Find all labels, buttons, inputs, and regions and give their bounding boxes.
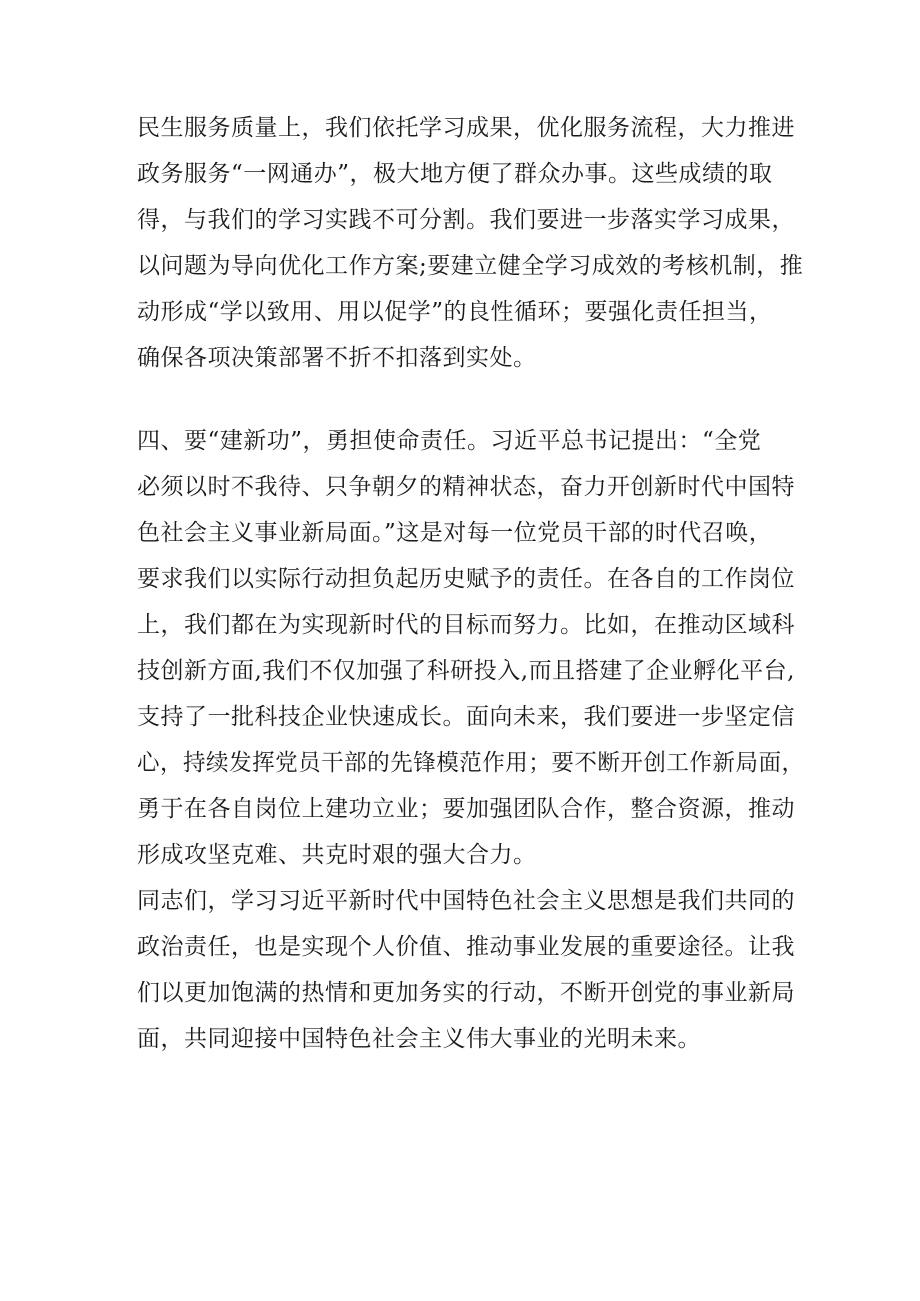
text-line: 必须以时不我待、只争朝夕的精神状态，奋力开创新时代中国特 [137,474,795,500]
text-line: 要求我们以实际行动担负起历史赋予的责任。在各自的工作岗位 [137,566,795,592]
text-line: 们以更加饱满的热情和更加务实的行动，不断开创党的事业新局 [137,980,795,1006]
text-line: 同志们，学习习近平新时代中国特色社会主义思想是我们共同的 [137,888,795,914]
text-line: 上，我们都在为实现新时代的目标而努力。比如，在推动区域科 [137,612,795,638]
text-line: 形成攻坚克难、共克时艰的强大合力。 [137,842,537,868]
text-line: 动形成“学以致用、用以促学”的良性循环；要强化责任担当， [137,299,773,325]
text-line: 得，与我们的学习实践不可分割。我们要进一步落实学习成果， [137,207,795,233]
text-line: 以问题为导向优化工作方案;要建立健全学习成效的考核机制，推 [137,253,804,279]
text-line: 心，持续发挥党员干部的先锋模范作用；要不断开创工作新局面， [137,750,805,776]
text-line: 确保各项决策部署不折不扣落到实处。 [137,345,537,371]
text-line: 面，共同迎接中国特色社会主义伟大事业的光明未来。 [137,1026,701,1052]
text-line: 四、要“建新功”，勇担使命责任。习近平总书记提出：“全党 [137,428,762,454]
text-line: 勇于在各自岗位上建功立业；要加强团队合作，整合资源，推动 [137,796,795,822]
text-line: 政务服务“一网通办”，极大地方便了群众办事。这些成绩的取 [137,161,773,187]
text-line: 技创新方面,我们不仅加强了科研投入,而且搭建了企业孵化平台, [137,658,795,684]
text-line: 色社会主义事业新局面。”这是对每一位党员干部的时代召唤， [137,520,773,546]
text-line: 支持了一批科技企业快速成长。面向未来，我们要进一步坚定信 [137,704,795,730]
text-line: 政治责任，也是实现个人价值、推动事业发展的重要途径。让我 [137,934,795,960]
text-line: 民生服务质量上，我们依托学习成果，优化服务流程，大力推进 [137,115,795,141]
